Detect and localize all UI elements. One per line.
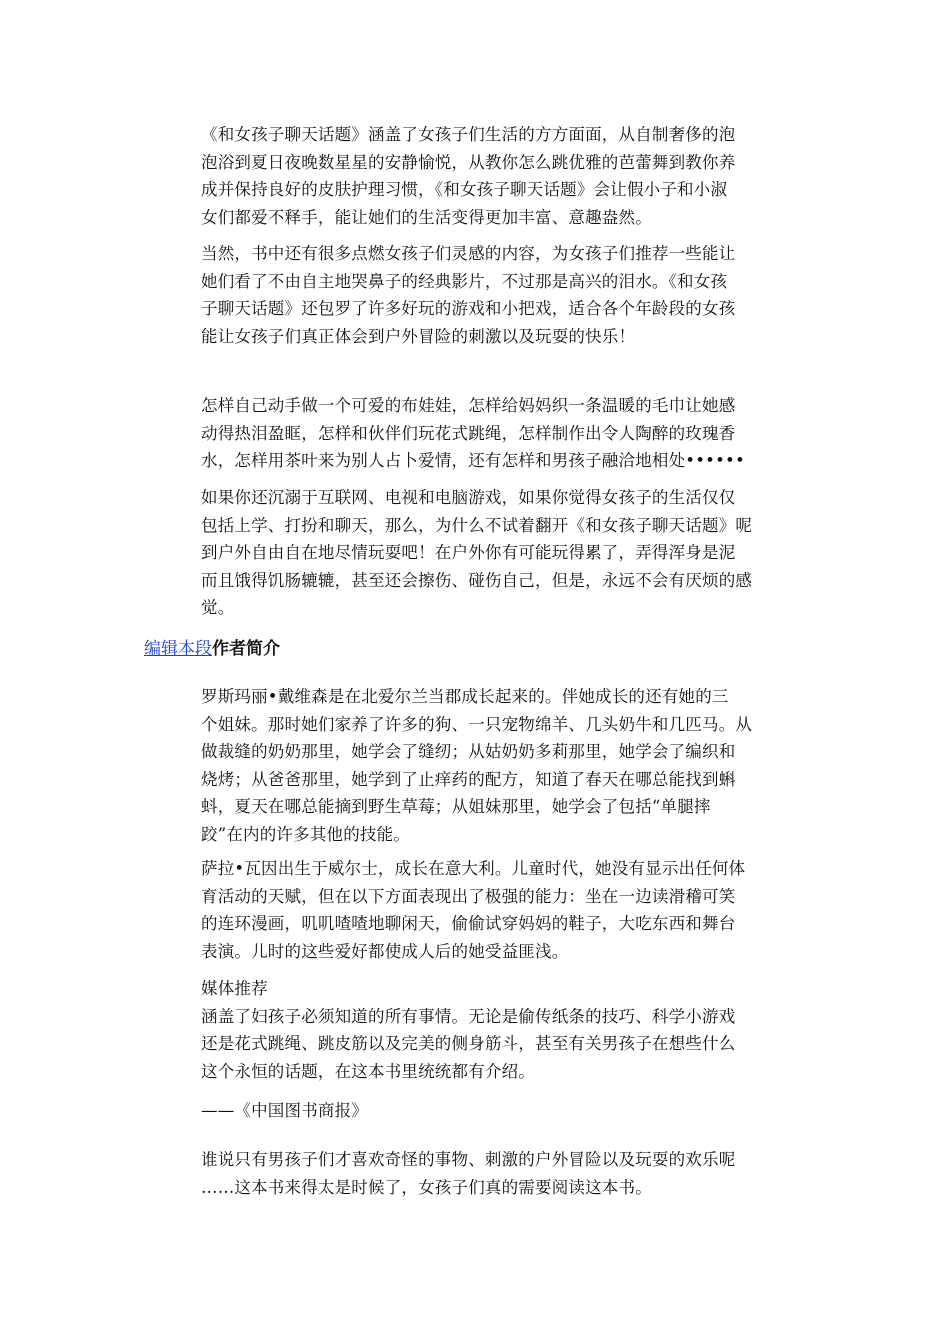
text-line: 跤”在内的许多其他的技能。 <box>201 824 411 844</box>
text-line: ——《中国图书商报》 <box>201 1101 368 1120</box>
section-heading <box>144 636 280 662</box>
text-line: 《和女孩子聊天话题》涵盖了女孩子们生活的方方面面，从自制奢侈的泡 <box>201 125 736 144</box>
text-line: 她们看了不由自主地哭鼻子的经典影片，不过那是高兴的泪水。《和女孩 <box>201 271 728 291</box>
text-line: 如果你还沉溺于互联网、电视和电脑游戏，如果你觉得女孩子的生活仅仅 <box>201 488 736 507</box>
text-line: 萨拉•瓦因出生于威尔士，成长在意大利。儿童时代，她没有显示出任何体 <box>201 859 746 878</box>
text-line: ……这本书来得太是时候了，女孩子们真的需要阅读这本书。 <box>201 1177 652 1197</box>
text-line: 而且饿得饥肠辘辘，甚至还会擦伤、碰伤自己，但是，永远不会有厌烦的感 <box>201 570 753 590</box>
intro-paragraph-1 <box>201 121 811 231</box>
text-line: 水，怎样用茶叶来为别人占卜爱情，还有怎样和男孩子融洽地相处•••••• <box>201 451 745 470</box>
text-line: 个姐妹。那时她们家养了许多的狗、一只宠物绵羊、几头奶牛和几匹马。从 <box>201 714 753 734</box>
text-line: 蚪，夏天在哪总能摘到野生草莓；从姐妹那里，她学会了包括“单腿摔 <box>201 797 711 816</box>
intro-paragraph-2 <box>201 240 811 350</box>
text-line: 包括上学、打扮和聊天，那么，为什么不试着翻开《和女孩子聊天话题》呢 <box>201 515 753 535</box>
text-line: 女们都爱不释手，能让她们的生活变得更加丰富、意趣盎然。 <box>201 207 652 227</box>
text-line: 到户外自由自在地尽情玩耍吧！在户外你有可能玩得累了，弄得浑身是泥 <box>201 543 736 562</box>
text-line: 媒体推荐 <box>201 979 268 998</box>
text-line: 能让女孩子们真正体会到户外冒险的刺激以及玩耍的快乐！ <box>201 326 636 346</box>
text-line: 子聊天话题》还包罗了许多好玩的游戏和小把戏，适合各个年龄段的女孩 <box>201 299 736 318</box>
author-paragraph-1 <box>201 683 811 848</box>
text-line: 还是花式跳绳、跳皮筋以及完美的侧身筋斗，甚至有关男孩子在想些什么 <box>201 1034 736 1053</box>
text-line: 当然，书中还有很多点燃女孩子们灵感的内容，为女孩子们推荐一些能让 <box>201 244 736 263</box>
text-line: 谁说只有男孩子们才喜欢奇怪的事物、刺激的户外冒险以及玩耍的欢乐呢 <box>201 1150 736 1169</box>
text-line: 觉。 <box>201 598 235 617</box>
text-line: 涵盖了妇孩子必须知道的所有事情。无论是偷传纸条的技巧、科学小游戏 <box>201 1006 736 1026</box>
text-line: 育活动的天赋，但在以下方面表现出了极强的能力：坐在一边读滑稽可笑 <box>201 886 736 906</box>
media-source <box>201 1097 811 1125</box>
text-line: 罗斯玛丽•戴维森是在北爱尔兰当郡成长起来的。伴她成长的还有她的三 <box>201 687 729 706</box>
intro-paragraph-4 <box>201 484 811 622</box>
author-paragraph-2 <box>201 855 811 965</box>
section-title: 作者简介 <box>212 639 280 659</box>
text-line: 动得热泪盈眶，怎样和伙伴们玩花式跳绳，怎样制作出令人陶醉的玫瑰香 <box>201 423 736 443</box>
text-line: 成并保持良好的皮肤护理习惯，《和女孩子聊天话题》会让假小子和小淑 <box>201 180 728 199</box>
text-line: 泡浴到夏日夜晚数星星的安静愉悦，从教你怎么跳优雅的芭蕾舞到教你养 <box>201 152 736 172</box>
media-recommendation <box>201 975 811 1085</box>
text-line: 怎样自己动手做一个可爱的布娃娃，怎样给妈妈织一条温暖的毛巾让她感 <box>201 396 736 415</box>
text-line: 的连环漫画，叽叽喳喳地聊闲天，偷偷试穿妈妈的鞋子，大吃东西和舞台 <box>201 914 736 933</box>
text-line: 表演。儿时的这些爱好都使成人后的她受益匪浅。 <box>201 941 569 961</box>
text-line: 烧烤；从爸爸那里，她学到了止痒药的配方，知道了春天在哪总能找到蝌 <box>201 769 736 789</box>
closing-paragraph <box>201 1146 811 1201</box>
edit-section-link[interactable]: 编辑本段 <box>144 639 212 659</box>
text-line: 这个永恒的话题，在这本书里统统都有介绍。 <box>201 1061 535 1081</box>
intro-paragraph-3 <box>201 392 811 475</box>
text-line: 做裁缝的奶奶那里，她学会了缝纫；从姑奶奶多莉那里，她学会了编织和 <box>201 742 736 761</box>
